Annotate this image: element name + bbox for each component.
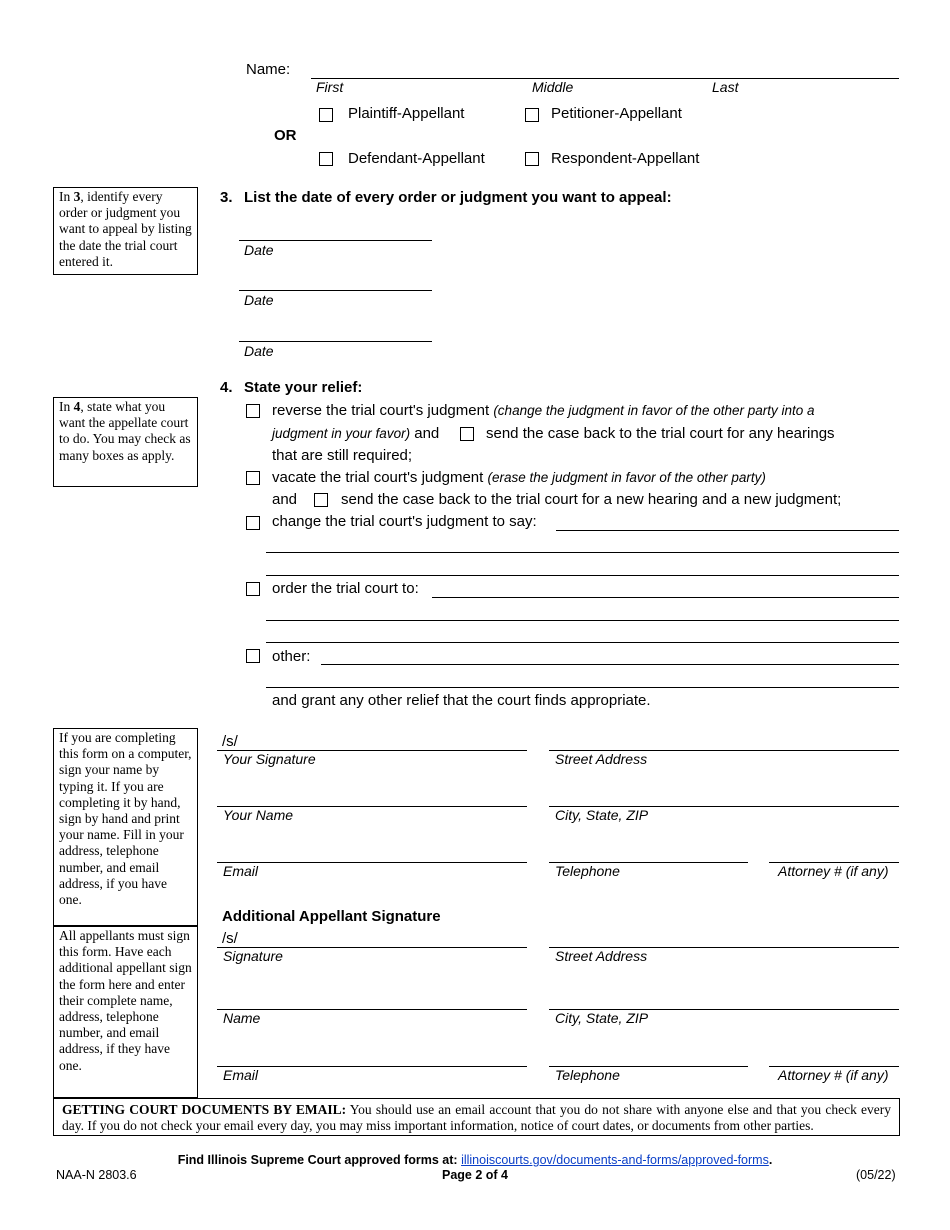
section-4-instructions: In 4, state what you want the appellate court to do. You may check as many boxes as apply. [53, 397, 198, 487]
additional-street-address-caption: Street Address [555, 948, 648, 964]
date-caption-1: Date [244, 242, 274, 258]
approved-forms-link[interactable]: illinoiscourts.gov/documents-and-forms/approved-forms [461, 1153, 769, 1167]
date-field-2[interactable] [239, 290, 432, 291]
send-back-hearings-text: send the case back to the trial court for any hearings [486, 425, 835, 442]
email-field[interactable] [217, 862, 527, 863]
additional-telephone-caption: Telephone [555, 1067, 620, 1083]
form-date: (05/22) [856, 1168, 896, 1182]
your-signature-caption: Your Signature [223, 751, 316, 767]
defendant-appellant-label: Defendant-Appellant [348, 150, 485, 167]
date-caption-2: Date [244, 292, 274, 308]
send-back-new-checkbox[interactable] [314, 493, 328, 507]
order-checkbox[interactable] [246, 582, 260, 596]
email-caption: Email [223, 863, 259, 879]
signature-instructions: If you are completing this form on a computer, sign your name by typing it. If you are completing it by hand, sign by hand and print your name. Fill in your address, telephone number, and email address, if you have one. [53, 728, 198, 926]
additional-name-caption: Name [223, 1010, 261, 1026]
section-3-number: 3. [220, 189, 233, 206]
email-notice-heading: GETTING COURT DOCUMENTS BY EMAIL: [62, 1102, 347, 1117]
first-caption: First [316, 79, 344, 95]
additional-email-field[interactable] [217, 1066, 527, 1067]
last-caption: Last [712, 79, 739, 95]
additional-city-state-zip-caption: City, State, ZIP [555, 1010, 649, 1026]
vacate-checkbox[interactable] [246, 471, 260, 485]
section-4-number: 4. [220, 379, 233, 396]
additional-email-caption: Email [223, 1067, 259, 1083]
change-judgment-text: change the trial court's judgment to say: [272, 513, 537, 530]
petitioner-appellant-checkbox[interactable] [525, 108, 539, 122]
email-notice-text: You should use an email account that you do not share with anyone else and that you check every day. If you do not check your email every day, you may miss important information, notice of court dates, or documents from other parties. [62, 1102, 892, 1133]
or-label: OR [274, 127, 297, 144]
send-back-hearings-checkbox[interactable] [460, 427, 474, 441]
still-required-text: that are still required; [272, 447, 413, 464]
change-judgment-field[interactable] [556, 530, 899, 531]
additional-signature-instructions: All appellants must sign this form. Have each additional appellant sign the form here and enter their complete name, address, telephone number, and email address, if they have one. [53, 926, 198, 1098]
reverse-checkbox[interactable] [246, 404, 260, 418]
petitioner-appellant-label: Petitioner-Appellant [551, 105, 682, 122]
date-field-1[interactable] [239, 240, 432, 241]
your-name-caption: Your Name [223, 807, 294, 823]
additional-signature-caption: Signature [223, 948, 283, 964]
section-3-instructions: In 3, identify every order or judgment you want to appeal by listing the date the trial court entered it. [53, 187, 198, 275]
change-judgment-field-2[interactable] [266, 552, 899, 553]
order-text: order the trial court to: [272, 580, 419, 597]
respondent-appellant-label: Respondent-Appellant [551, 150, 700, 167]
send-back-new-text: send the case back to the trial court for a new hearing and a new judgment; [341, 491, 842, 508]
plaintiff-appellant-checkbox[interactable] [319, 108, 333, 122]
middle-caption: Middle [532, 79, 574, 95]
date-field-3[interactable] [239, 341, 432, 342]
name-field[interactable] [311, 78, 899, 79]
section-3-title: List the date of every order or judgment you want to appeal: [244, 189, 672, 206]
plaintiff-appellant-label: Plaintiff-Appellant [348, 105, 465, 122]
other-field[interactable] [321, 664, 899, 665]
page-number: Page 2 of 4 [442, 1168, 508, 1182]
name-label: Name: [246, 61, 291, 78]
other-text: other: [272, 648, 311, 665]
order-field-3[interactable] [266, 642, 899, 643]
additional-name-field[interactable] [217, 1009, 527, 1010]
change-judgment-field-3[interactable] [266, 575, 899, 576]
defendant-appellant-checkbox[interactable] [319, 152, 333, 166]
reverse-text: reverse the trial court's judgment (change the judgment in favor of the other party into a [272, 402, 815, 419]
form-id: NAA-N 2803.6 [56, 1168, 137, 1182]
attorney-number-caption: Attorney # (if any) [778, 863, 889, 879]
order-field-2[interactable] [266, 620, 899, 621]
respondent-appellant-checkbox[interactable] [525, 152, 539, 166]
other-field-2[interactable] [266, 687, 899, 688]
city-state-zip-caption: City, State, ZIP [555, 807, 649, 823]
signature-prefix: /s/ [222, 733, 238, 750]
and-label: and [272, 491, 298, 508]
date-caption-3: Date [244, 343, 274, 359]
street-address-caption: Street Address [555, 751, 648, 767]
grant-relief-text: and grant any other relief that the court finds appropriate. [272, 692, 651, 709]
approved-forms-line: Find Illinois Supreme Court approved forms at: illinoiscourts.gov/documents-and-forms/approved-forms. [177, 1153, 773, 1167]
additional-attorney-number-caption: Attorney # (if any) [778, 1067, 889, 1083]
reverse-text-cont: judgment in your favor) and [272, 425, 440, 442]
additional-signature-prefix: /s/ [222, 930, 238, 947]
other-checkbox[interactable] [246, 649, 260, 663]
telephone-caption: Telephone [555, 863, 620, 879]
email-notice [53, 1098, 900, 1136]
change-judgment-checkbox[interactable] [246, 516, 260, 530]
section-4-title: State your relief: [244, 379, 363, 396]
vacate-text: vacate the trial court's judgment (erase the judgment in favor of the other party) [272, 469, 766, 486]
order-field[interactable] [432, 597, 899, 598]
additional-signature-title: Additional Appellant Signature [222, 908, 441, 925]
